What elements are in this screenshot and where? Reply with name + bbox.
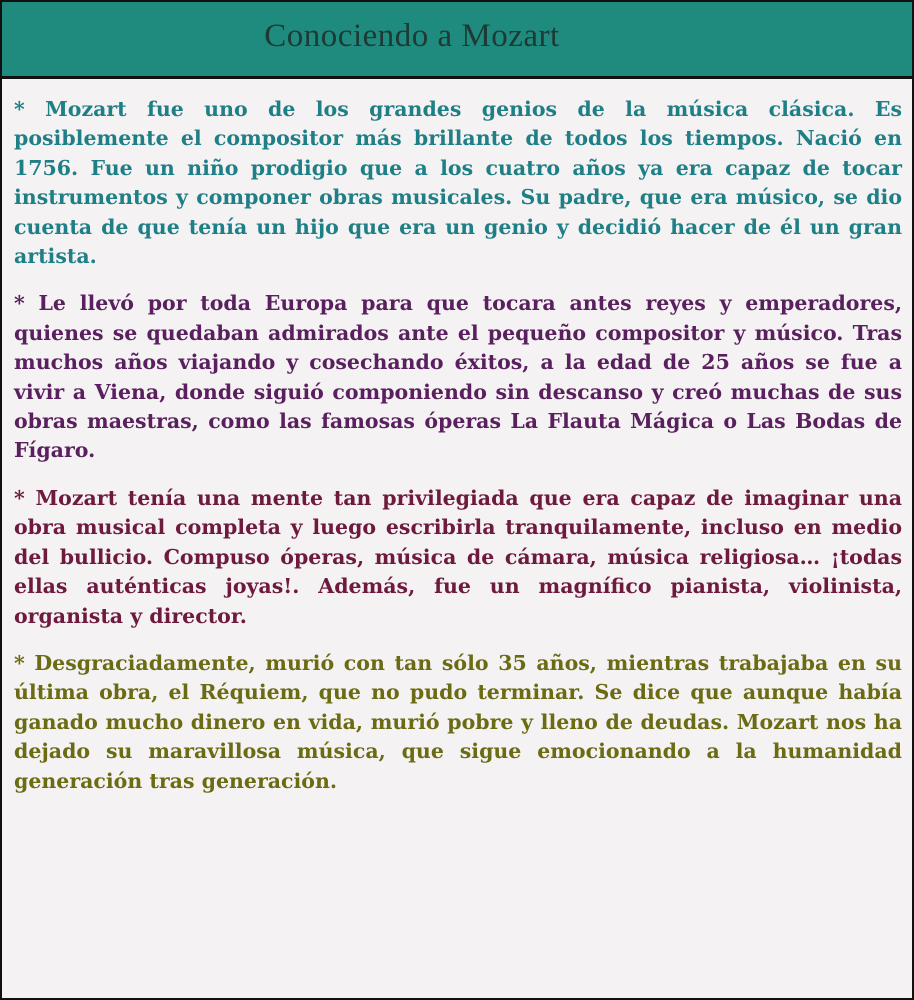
paragraph-talent: * Mozart tenía una mente tan privilegiada que era capaz de imaginar una obra musical completa y luego escribirla tranquilamente, incluso en medio del bullicio. Compuso óperas, música de cámara, música religiosa… ¡todas ellas auténticas joyas!. Además, fue un magnífico pianista, violinista, organista y director. <box>14 485 902 628</box>
document-body <box>2 79 912 796</box>
paragraph-birth: * Mozart fue uno de los grandes genios de la música clásica. Es posiblemente el compositor más brillante de todos los tiempos. Nació en 1756. Fue un niño prodigio que a los cuatro años ya era capaz de tocar instrumentos y componer obras musicales. Su padre, que era músico, se dio cuenta de que tenía un hijo que era un genio y decidió hacer de él un gran artista. <box>14 97 902 269</box>
paragraph-travels: * Le llevó por toda Europa para que tocara antes reyes y emperadores, quienes se quedaban admirados ante el pequeño compositor y músico. Tras muchos años viajando y cosechando éxitos, a la edad de 25 años se fue a vivir a Viena, donde siguió componiendo sin descanso y creó muchas de sus obras maestras, como las famosas óperas La Flauta Mágica o Las Bodas de Fígaro. <box>14 291 902 463</box>
paragraph-death: * Desgraciadamente, murió con tan sólo 35 años, mientras trabajaba en su última obra, el Réquiem, que no pudo terminar. Se dice que aunque había ganado mucho dinero en vida, murió pobre y lleno de deudas. Mozart nos ha dejado su maravillosa música, que sigue emocionando a la humanidad generación tras generación. <box>14 650 902 793</box>
title-banner <box>2 2 912 79</box>
page-title: Conociendo a Mozart <box>264 18 560 54</box>
